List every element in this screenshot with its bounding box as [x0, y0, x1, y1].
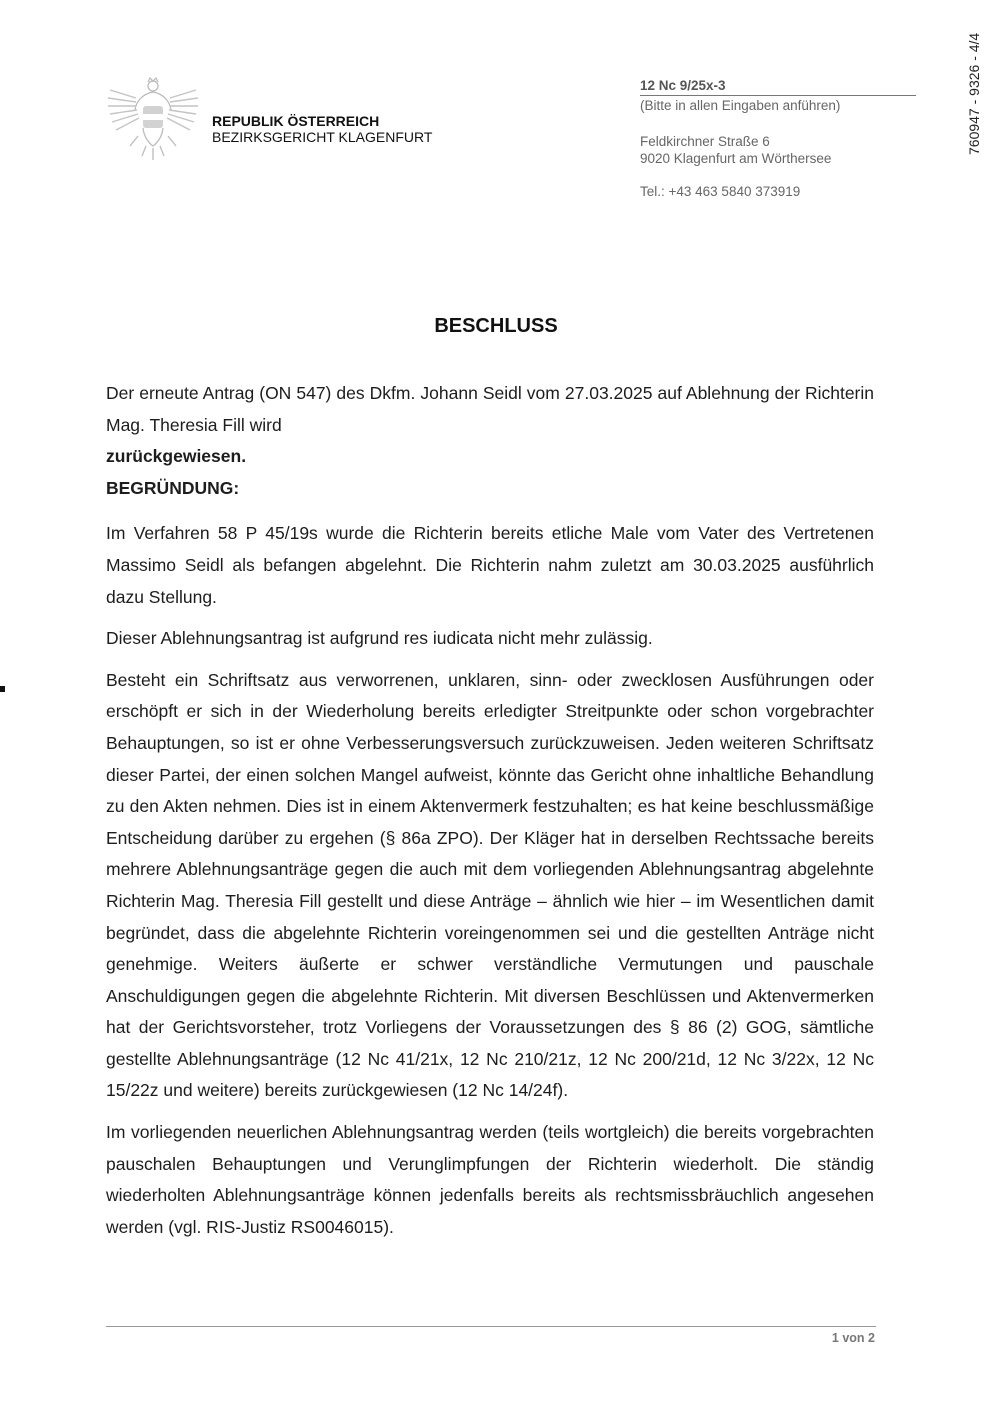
- court-phone: Tel.: +43 463 5840 373919: [640, 184, 801, 199]
- reference-block: [640, 77, 916, 114]
- body-paragraph: Besteht ein Schriftsatz aus verworrenen, unklaren, sinn- oder zwecklosen Ausführungen oder erschöpft er sich in der Wiederholung bereits erledigter Streitpunkte oder schon vorgebrachter Behauptungen, so ist er ohne Verbesserungsversuch zurückzuweisen. Jeden weiteren Schriftsatz dieser Partei, der einen solchen Mangel aufweist, könnte das Gericht ohne inhaltliche Behandlung zu den Akten nehmen. Dies ist in einem Aktenvermerk festzuhalten; es hat keine beschlussmäßige Entscheidung darüber zu ergehen (§ 86a ZPO). Der Kläger hat in derselben Rechtssache bereits mehrere Ablehnungsanträge gegen die auch mit dem vorliegenden Ablehnungsantrag abgelehnte Richterin Mag. Theresia Fill gestellt und diese Anträge – ähnlich wie hier – im Wesentlichen damit begründet, dass die abgelehnte Richterin voreingenommen sei und die gestellten Anträge nicht genehmige. Weiters äußerte er schwer verständliche Vermutungen und pauschale Anschuldigungen gegen die abgelehnte Richterin. Mit diversen Beschlüssen und Aktenvermerken hat der Gerichtsvorsteher, trotz Vorliegens der Voraussetzungen des § 86 (2) GOG, sämtliche gestellte Ablehnungsanträge (12 Nc 41/21x, 12 Nc 210/21z, 12 Nc 200/21d, 12 Nc 3/22x, 12 Nc 15/22z und weitere) bereits zurückgewiesen (12 Nc 14/24f).: [106, 669, 874, 1101]
- address-street: Feldkirchner Straße 6: [640, 134, 770, 149]
- body-paragraph: Im vorliegenden neuerlichen Ablehnungsantrag werden (teils wortgleich) die bereits vorgebrachten pauschalen Behauptungen und Verunglimpfungen der Richterin wiederholt. Die ständig wiederholten Ablehnungsanträge können jedenfalls bereits als rechtsmissbräuchlich angesehen werden (vgl. RIS-Justiz RS0046015).: [106, 1122, 874, 1237]
- austrian-federal-eagle-icon: [106, 76, 200, 162]
- reasoning-heading: BEGRÜNDUNG:: [106, 477, 240, 498]
- footer-divider: [106, 1326, 876, 1327]
- decision-text: zurückgewiesen.: [106, 446, 247, 467]
- body-paragraph: Dieser Ablehnungsantrag ist aufgrund res iudicata nicht mehr zulässig.: [106, 628, 653, 649]
- document-body: [106, 378, 874, 1243]
- address-city: 9020 Klagenfurt am Wörthersee: [640, 151, 832, 166]
- scan-mark: [0, 686, 5, 692]
- case-number: 12 Nc 9/25x-3: [640, 77, 916, 96]
- body-paragraph: Im Verfahren 58 P 45/19s wurde die Richterin bereits etliche Male vom Vater des Vertretenen Massimo Seidl als befangen abgelehnt. Die Richterin nahm zuletzt am 30.03.2025 ausführlich dazu Stellung.: [106, 523, 874, 607]
- court-authority: [212, 113, 432, 145]
- case-number-note: (Bitte in allen Eingaben anführen): [640, 98, 841, 113]
- intro-paragraph: Der erneute Antrag (ON 547) des Dkfm. Johann Seidl vom 27.03.2025 auf Ablehnung der Richterin Mag. Theresia Fill wird: [106, 383, 874, 435]
- page-number: 1 von 2: [831, 1331, 875, 1345]
- authority-republic: REPUBLIK ÖSTERREICH: [212, 113, 380, 129]
- side-stamp: 760947 - 9326 - 4/4: [966, 32, 982, 155]
- court-address: [640, 133, 831, 167]
- authority-court-name: BEZIRKSGERICHT KLAGENFURT: [212, 129, 433, 145]
- document-title: BESCHLUSS: [434, 315, 558, 337]
